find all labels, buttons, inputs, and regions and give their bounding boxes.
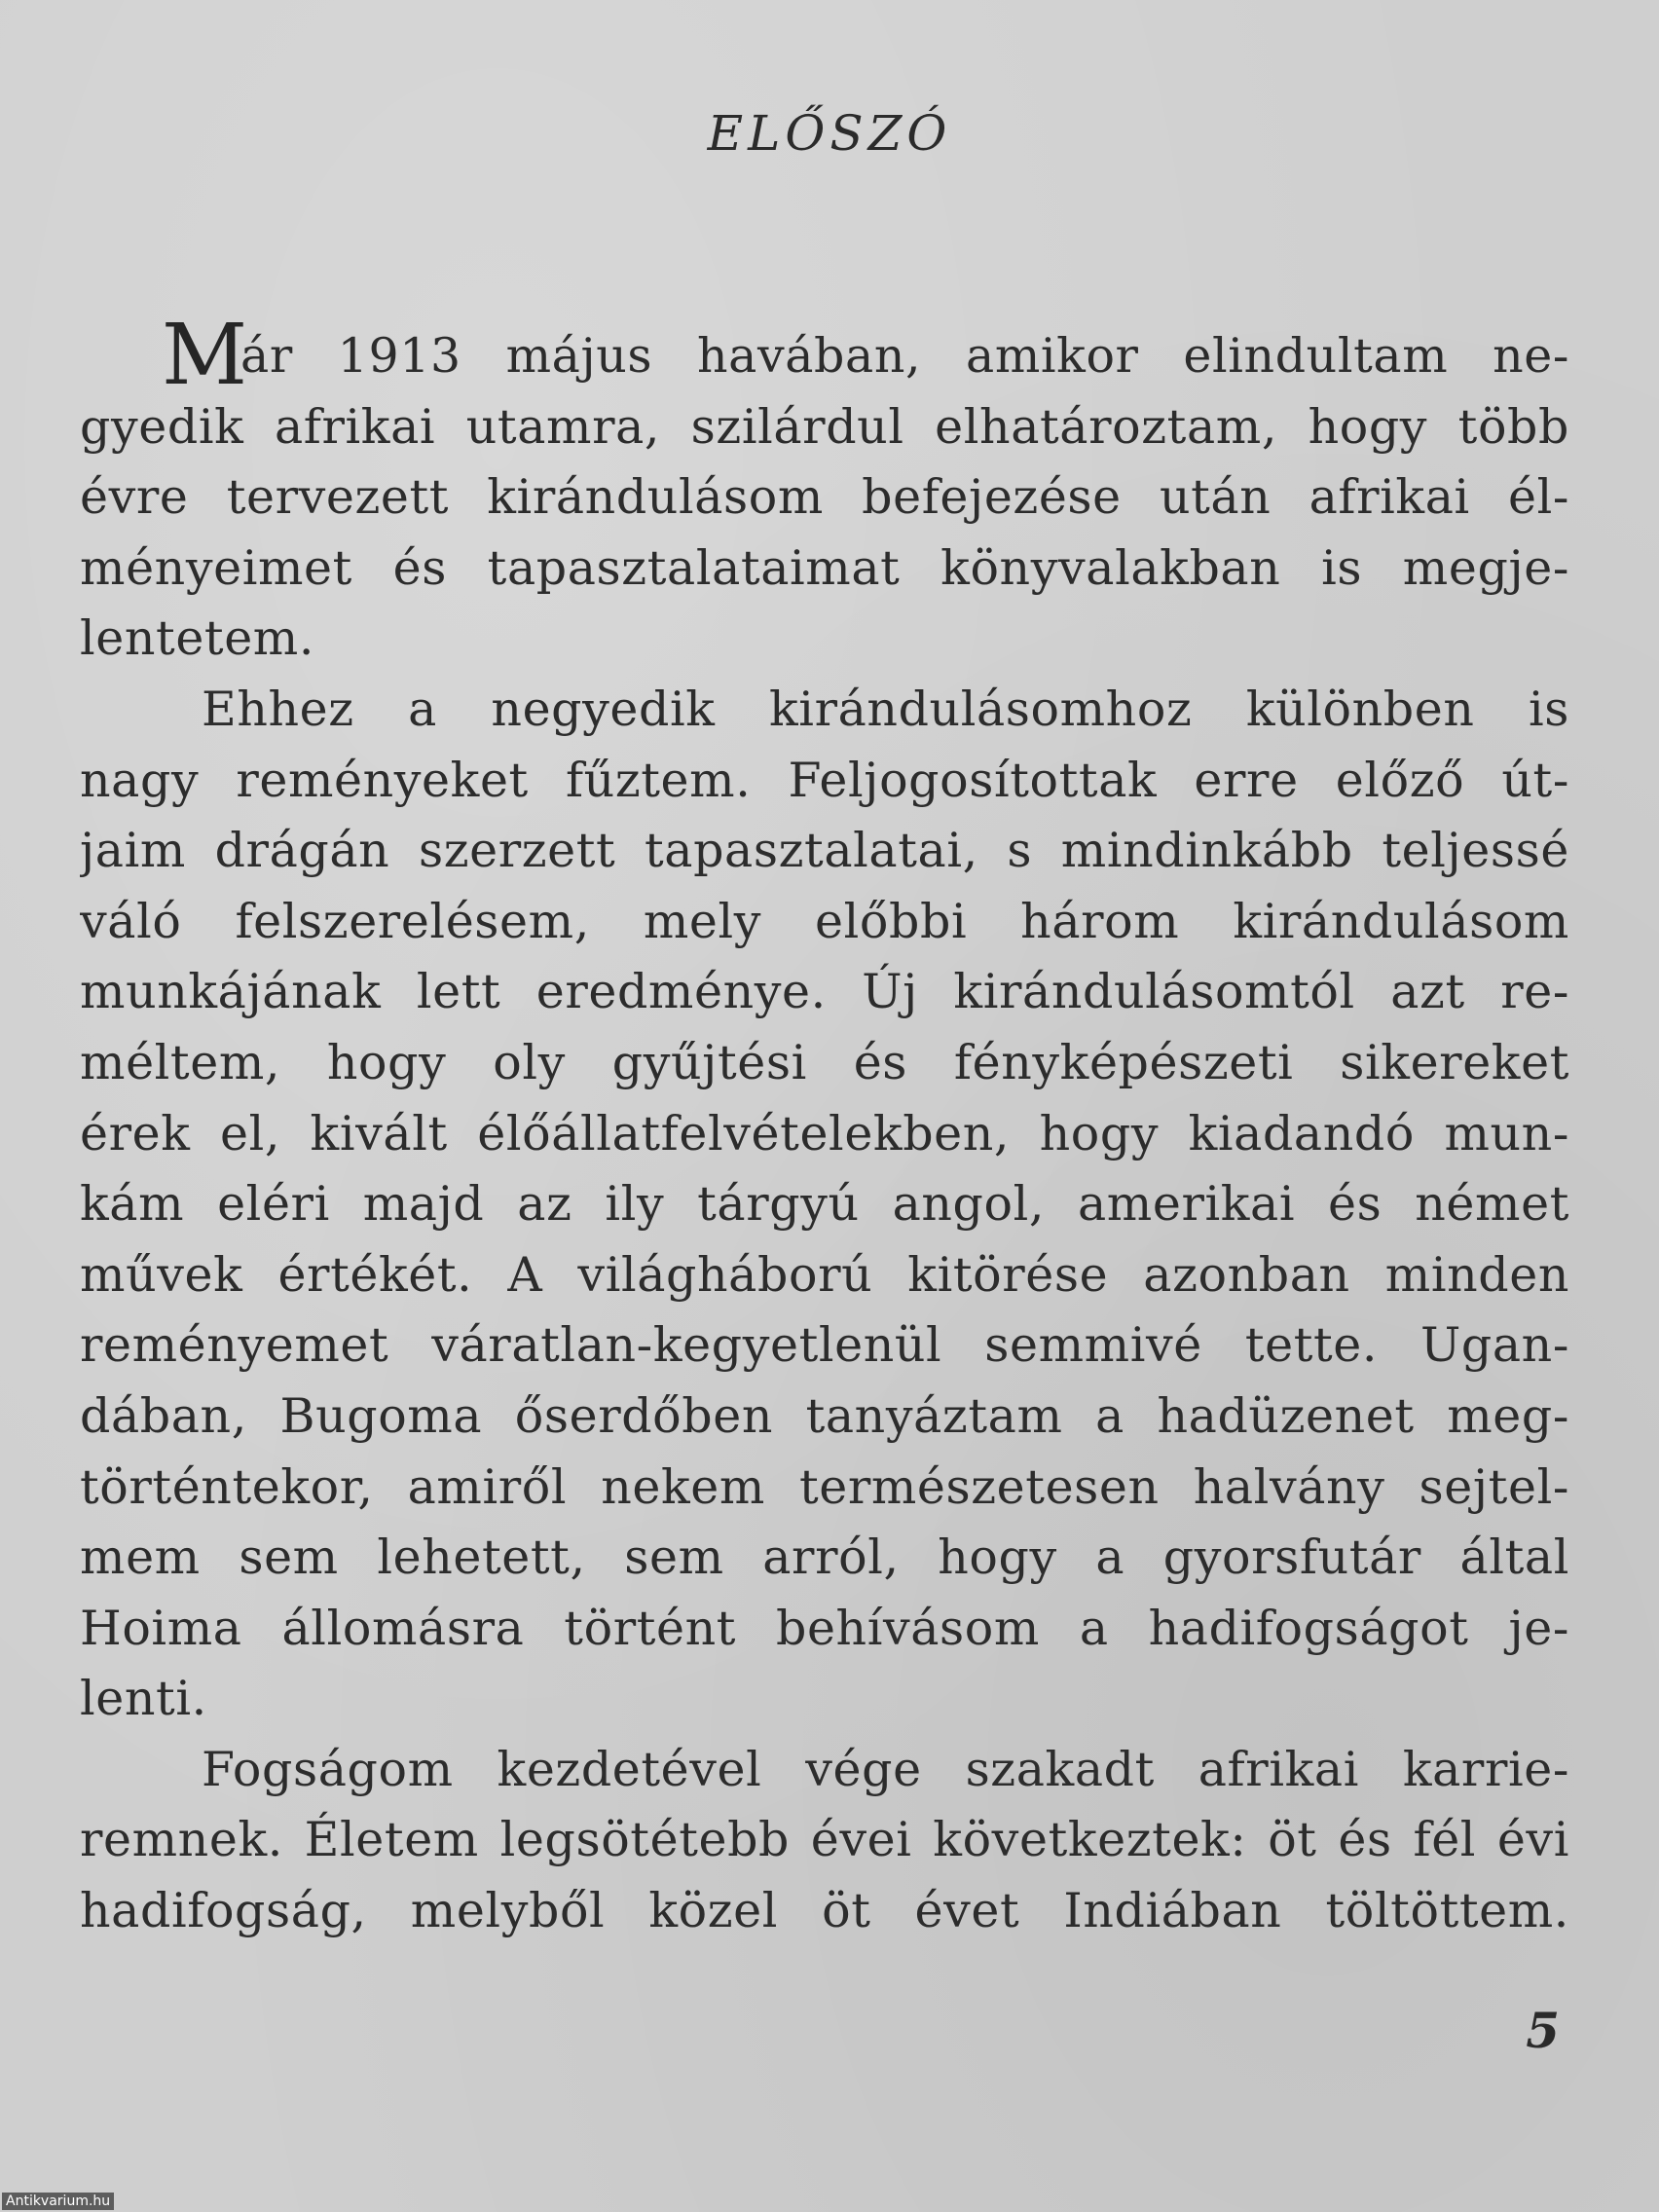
text-line: dában, Bugoma őserdőben tanyáztam a hadüzenet meg-	[80, 1387, 1569, 1444]
text-line: munkájának lett eredménye. Új kirándulásomtól azt re-	[80, 964, 1569, 1020]
text-line: váló felszerelésem, mely előbbi három kirándulásom	[80, 893, 1569, 949]
chapter-title: ELŐSZÓ	[707, 105, 952, 162]
text-line: Ehhez a negyedik kirándulásomhoz különben is	[202, 681, 1569, 737]
text-line: hadifogság, melyből közel öt évet Indiában töltöttem.	[80, 1883, 1569, 1939]
text-line: lenti.	[80, 1671, 207, 1727]
text-line: gyedik afrikai utamra, szilárdul elhatároztam, hogy több	[80, 398, 1569, 455]
text-line: érek el, kivált élőállatfelvételekben, hogy kiadandó mun-	[80, 1105, 1569, 1161]
body-text	[80, 321, 1569, 1947]
text-line: nagy reményeket fűztem. Feljogosítottak erre előző út-	[80, 752, 1569, 808]
text-line: reményemet váratlan-kegyetlenül semmivé tette. Ugan-	[80, 1317, 1569, 1374]
text-line: művek értékét. A világháború kitörése azonban minden	[80, 1246, 1569, 1303]
drop-cap: M	[162, 307, 248, 404]
text-line: mem sem lehetett, sem arról, hogy a gyorsfutár által	[80, 1530, 1569, 1586]
page-number: 5	[1526, 2002, 1560, 2059]
text-line: Hoima állomásra történt behívásom a hadifogságot je-	[80, 1600, 1569, 1656]
text-line: történtekor, amiről nekem természetesen halvány sejtel-	[80, 1458, 1569, 1515]
text-line: jaim drágán szerzett tapasztalatai, s mindinkább teljessé	[80, 823, 1569, 879]
text-line: Fogságom kezdetével vége szakadt afrikai karrie-	[202, 1741, 1569, 1797]
text-line: kám eléri majd az ily tárgyú angol, amerikai és német	[80, 1176, 1569, 1233]
text-line: évre tervezett kirándulásom befejezése után afrikai él-	[80, 469, 1569, 526]
text-line: ményeimet és tapasztalataimat könyvalakban is megje-	[80, 539, 1569, 596]
text-line: remnek. Életem legsötétebb évei következtek: öt és fél évi	[80, 1812, 1569, 1868]
text-line: méltem, hogy oly gyűjtési és fényképészeti sikereket	[80, 1034, 1569, 1090]
watermark: Antikvarium.hu	[2, 2193, 114, 2210]
text-line: lentetem.	[80, 610, 315, 667]
text-line: ár 1913 május havában, amikor elindultam ne-	[240, 328, 1569, 384]
